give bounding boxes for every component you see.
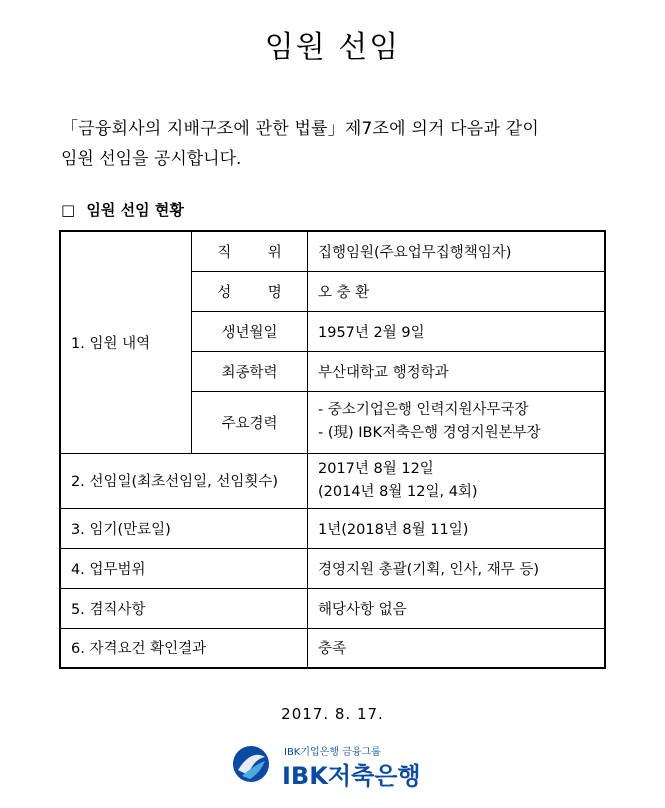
appointment-date-value [308, 453, 606, 508]
section-heading-text: 임원 선임 현황 [86, 201, 184, 219]
term-label: 3. 임기(만료일) [60, 508, 308, 548]
qualification-value: 충족 [308, 628, 606, 668]
table-row [60, 548, 605, 588]
career-item: - 중소기업은행 인력지원사무국장 [318, 402, 529, 418]
term-value: 1년(2018년 8월 11일) [308, 508, 606, 548]
qualification-label: 6. 자격요건 확인결과 [60, 628, 308, 668]
document-title: 임원 선임 [264, 30, 401, 65]
career-label: 주요경력 [192, 391, 308, 453]
concurrent-label: 5. 겸직사항 [60, 588, 308, 628]
intro-line-1: 「금융회사의 지배구조에 관한 법률」제7조에 의거 다음과 같이 [61, 119, 539, 139]
checkbox-square-icon: □ [61, 201, 76, 219]
section-heading [61, 199, 184, 220]
ibk-emblem-icon [232, 745, 270, 783]
position-value: 집행임원(주요업무집행책임자) [308, 231, 606, 271]
announcement-date: 2017. 8. 17. [281, 705, 384, 723]
career-value [308, 391, 606, 453]
table-row [60, 453, 605, 508]
table-row [60, 231, 605, 271]
name-value: 오 충 환 [308, 271, 606, 311]
birthdate-value: 1957년 2월 9일 [308, 311, 606, 351]
logo-tagline: IBK기업은행 금융그룹 [284, 747, 381, 758]
scope-label: 4. 업무범위 [60, 548, 308, 588]
table-row [60, 628, 605, 668]
group-label-cell: 1. 임원 내역 [60, 231, 192, 453]
position-label: 직 위 [192, 231, 308, 271]
appointment-date-line: 2017년 8월 12일 [318, 460, 434, 477]
intro-paragraph [61, 114, 621, 174]
appointment-date-label: 2. 선임일(최초선임일, 선임횟수) [60, 453, 308, 508]
table-row [60, 508, 605, 548]
appointment-date-line: (2014년 8월 12일, 4회) [318, 483, 478, 500]
name-label: 성 명 [192, 271, 308, 311]
scope-value: 경영지원 총괄(기획, 인사, 재무 등) [308, 548, 606, 588]
table-row [60, 588, 605, 628]
logo-name: IBK저축은행 [282, 762, 421, 790]
career-item: - (現) IBK저축은행 경영지원본부장 [318, 425, 541, 441]
intro-line-2: 임원 선임을 공시합니다. [61, 149, 242, 169]
education-value: 부산대학교 행정학과 [308, 351, 606, 391]
appointment-table [59, 230, 606, 669]
company-logo [232, 742, 442, 798]
education-label: 최종학력 [192, 351, 308, 391]
birthdate-label: 생년월일 [192, 311, 308, 351]
concurrent-value: 해당사항 없음 [308, 588, 606, 628]
